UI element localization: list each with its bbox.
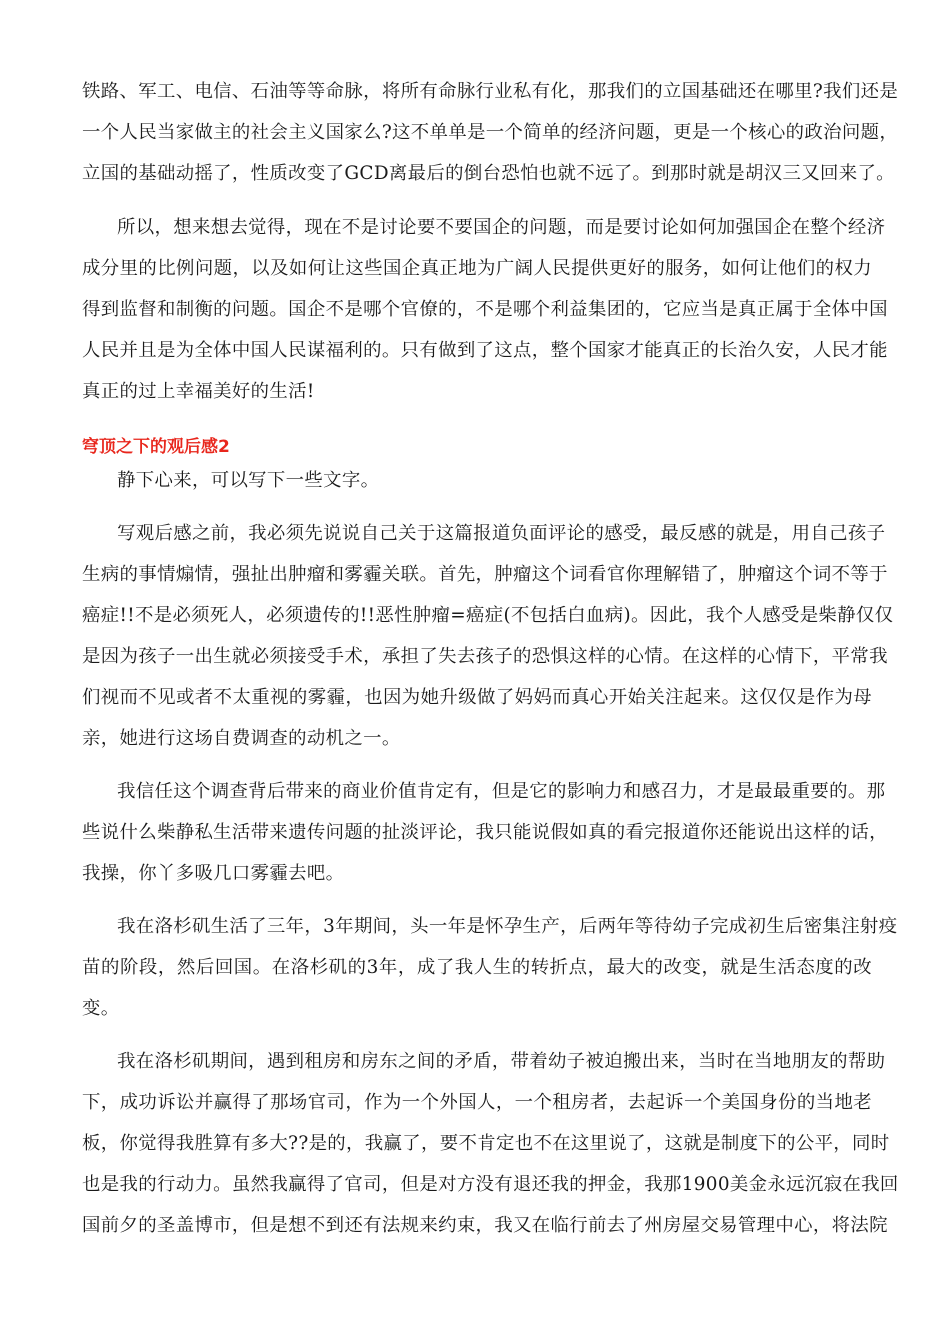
paragraph-2-line-1: 所以，想来想去觉得，现在不是讨论要不要国企的问题，而是要讨论如何加强国企在整个经济 bbox=[117, 217, 886, 238]
section-paragraph-5-line-1: 我在洛杉矶期间，遇到租房和房东之间的矛盾，带着幼子被迫搬出来，当时在当地朋友的帮助 bbox=[117, 1051, 886, 1072]
section-paragraph-5-line-2: 下，成功诉讼并赢得了那场官司，作为一个外国人，一个租房者，去起诉一个美国身份的当地老 bbox=[82, 1092, 872, 1113]
section-paragraph-5-line-4: 也是我的行动力。虽然我赢得了官司，但是对方没有退还我的押金，我那1900美金永远沉寂在我回 bbox=[82, 1174, 899, 1195]
section-paragraph-2-line-5: 们视而不见或者不太重视的雾霾，也因为她升级做了妈妈而真心开始关注起来。这仅仅是作为母 bbox=[82, 687, 872, 708]
section-paragraph-2-line-1: 写观后感之前，我必须先说说自己关于这篇报道负面评论的感受，最反感的就是，用自己孩子 bbox=[117, 523, 886, 544]
paragraph-2-line-2: 成分里的比例问题，以及如何让这些国企真正地为广阔人民提供更好的服务，如何让他们的权力 bbox=[82, 258, 872, 279]
section-paragraph-4-line-1: 我在洛杉矶生活了三年，3年期间，头一年是怀孕生产，后两年等待幼子完成初生后密集注射疫 bbox=[117, 916, 898, 937]
paragraph-2-line-5: 真正的过上幸福美好的生活! bbox=[82, 381, 315, 402]
section-paragraph-2-line-4: 是因为孩子一出生就必须接受手术，承担了失去孩子的恐惧这样的心情。在这样的心情下，平常我 bbox=[82, 646, 888, 667]
section-paragraph-5-line-5: 国前夕的圣盖博市，但是想不到还有法规来约束，我又在临行前去了州房屋交易管理中心，将法院 bbox=[82, 1215, 888, 1236]
paragraph-1-line-3: 立国的基础动摇了，性质改变了GCD离最后的倒台恐怕也就不远了。到那时就是胡汉三又回来了。 bbox=[82, 163, 895, 184]
paragraph-2-line-4: 人民并且是为全体中国人民谋福利的。只有做到了这点，整个国家才能真正的长治久安，人民才能 bbox=[82, 340, 888, 361]
section-heading: 穹顶之下的观后感2 bbox=[82, 437, 230, 457]
section-paragraph-4-line-2: 苗的阶段，然后回国。在洛杉矶的3年，成了我人生的转折点，最大的改变，就是生活态度的改 bbox=[82, 957, 872, 978]
paragraph-1-line-2: 一个人民当家做主的社会主义国家么?这不单单是一个简单的经济问题，更是一个核心的政治问题， bbox=[82, 122, 899, 143]
section-paragraph-2-line-6: 亲，她进行这场自费调查的动机之一。 bbox=[82, 728, 401, 749]
section-paragraph-3-line-1: 我信任这个调查背后带来的商业价值肯定有，但是它的影响力和感召力，才是最最重要的。那 bbox=[117, 781, 886, 802]
paragraph-1-line-1: 铁路、军工、电信、石油等等命脉，将所有命脉行业私有化，那我们的立国基础还在哪里?我们还是 bbox=[82, 81, 899, 102]
section-paragraph-5-line-3: 板，你觉得我胜算有多大??是的，我赢了，要不肯定也不在这里说了，这就是制度下的公平，同时 bbox=[82, 1133, 890, 1154]
section-paragraph-2-line-3: 癌症!!不是必须死人，必须遗传的!!恶性肿瘤=癌症(不包括白血病)。因此，我个人感受是柴静仅仅 bbox=[82, 605, 894, 626]
section-paragraph-1-line-1: 静下心来，可以写下一些文字。 bbox=[117, 470, 380, 491]
section-paragraph-4-line-3: 变。 bbox=[82, 998, 120, 1019]
paragraph-2-line-3: 得到监督和制衡的问题。国企不是哪个官僚的，不是哪个利益集团的，它应当是真正属于全体中国 bbox=[82, 299, 888, 320]
section-paragraph-2-line-2: 生病的事情煽情，强扯出肿瘤和雾霾关联。首先，肿瘤这个词看官你理解错了，肿瘤这个词不等于 bbox=[82, 564, 888, 585]
section-paragraph-3-line-3: 我操，你丫多吸几口雾霾去吧。 bbox=[82, 863, 345, 884]
section-paragraph-3-line-2: 些说什么柴静私生活带来遗传问题的扯淡评论，我只能说假如真的看完报道你还能说出这样的话， bbox=[82, 822, 888, 843]
